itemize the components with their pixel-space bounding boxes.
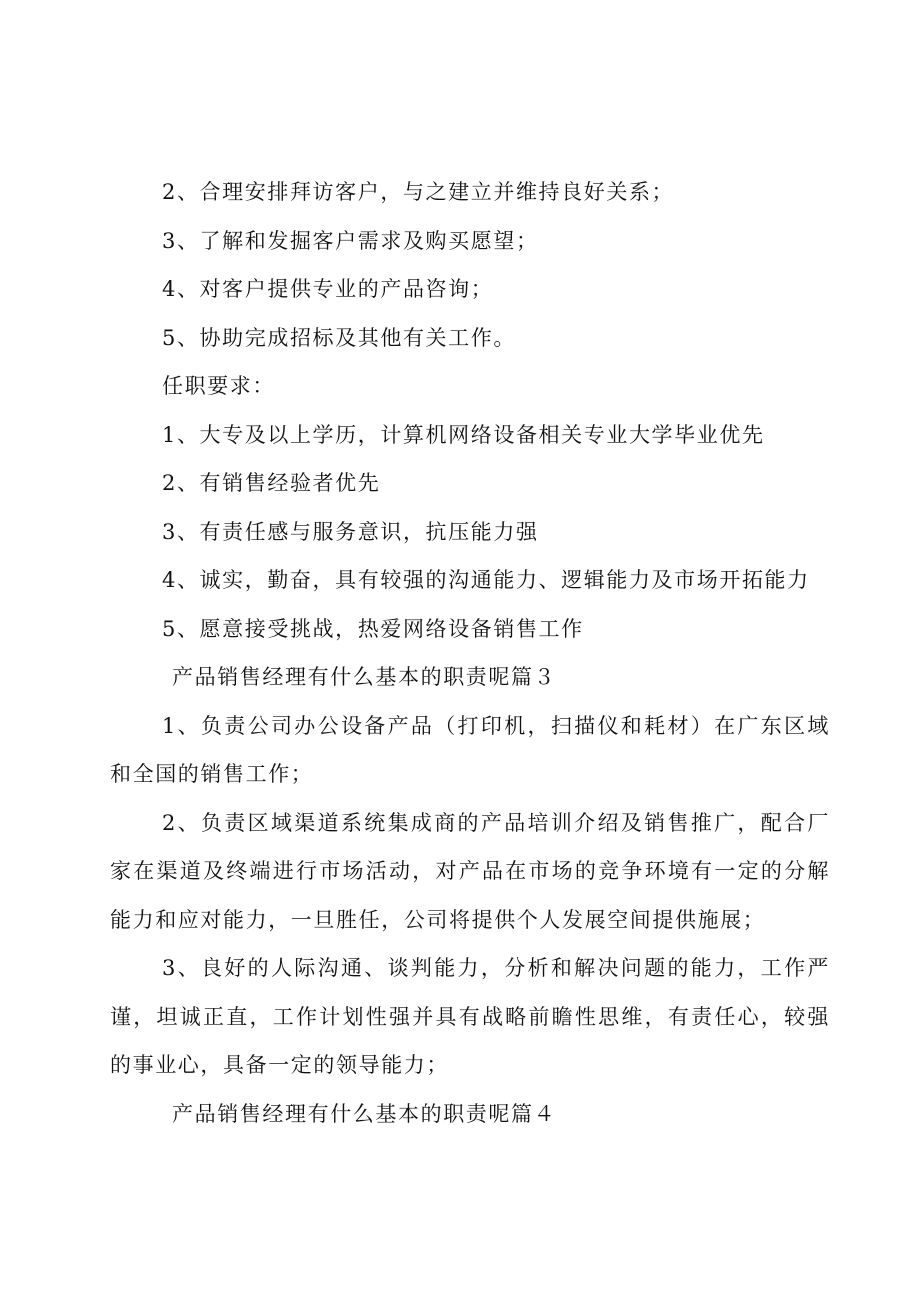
- duty-item-2: 2、合理安排拜访客户，与之建立并维持良好关系；: [162, 180, 675, 204]
- requirement-item-1: 1、大专及以上学历，计算机网络设备相关专业大学毕业优先: [162, 422, 765, 447]
- duty-item-3: 3、了解和发掘客户需求及购买愿望；: [162, 228, 539, 253]
- requirement-item-2: 2、有销售经验者优先: [162, 471, 381, 495]
- section3-item-1: 1、负责公司办公设备产品（打印机，扫描仪和耗材）在广东区域和全国的销售工作；: [110, 713, 830, 786]
- duty-item-5: 5、协助完成招标及其他有关工作。: [162, 325, 516, 350]
- section-heading-4: 产品销售经理有什么基本的职责呢篇４: [172, 1101, 557, 1126]
- requirement-item-4: 4、诚实，勤奋，具有较强的沟通能力、逻辑能力及市场开拓能力: [162, 568, 810, 592]
- requirement-item-3: 3、有责任感与服务意识，抗压能力强: [162, 519, 539, 544]
- section3-item-2: 2、负责区域渠道系统集成商的产品培训介绍及销售推广，配合厂家在渠道及终端进行市场活动，对产品在市场的竞争环境有一定的分解能力和应对能力，一旦胜任，公司将提供个人发展空间提供施展；: [110, 810, 830, 932]
- duty-item-4: 4、对客户提供专业的产品咨询；: [162, 277, 494, 301]
- section3-item-3: 3、良好的人际沟通、谈判能力，分析和解决问题的能力，工作严谨，坦诚正直，工作计划性强并具有战略前瞻性思维，有责任心，较强的事业心，具备一定的领导能力；: [110, 956, 830, 1077]
- document-body: [110, 168, 830, 1138]
- requirements-heading: 任职要求：: [162, 374, 275, 398]
- requirement-item-5: 5、愿意接受挑战，热爱网络设备销售工作: [162, 616, 584, 641]
- section-heading-3: 产品销售经理有什么基本的职责呢篇３: [172, 665, 557, 689]
